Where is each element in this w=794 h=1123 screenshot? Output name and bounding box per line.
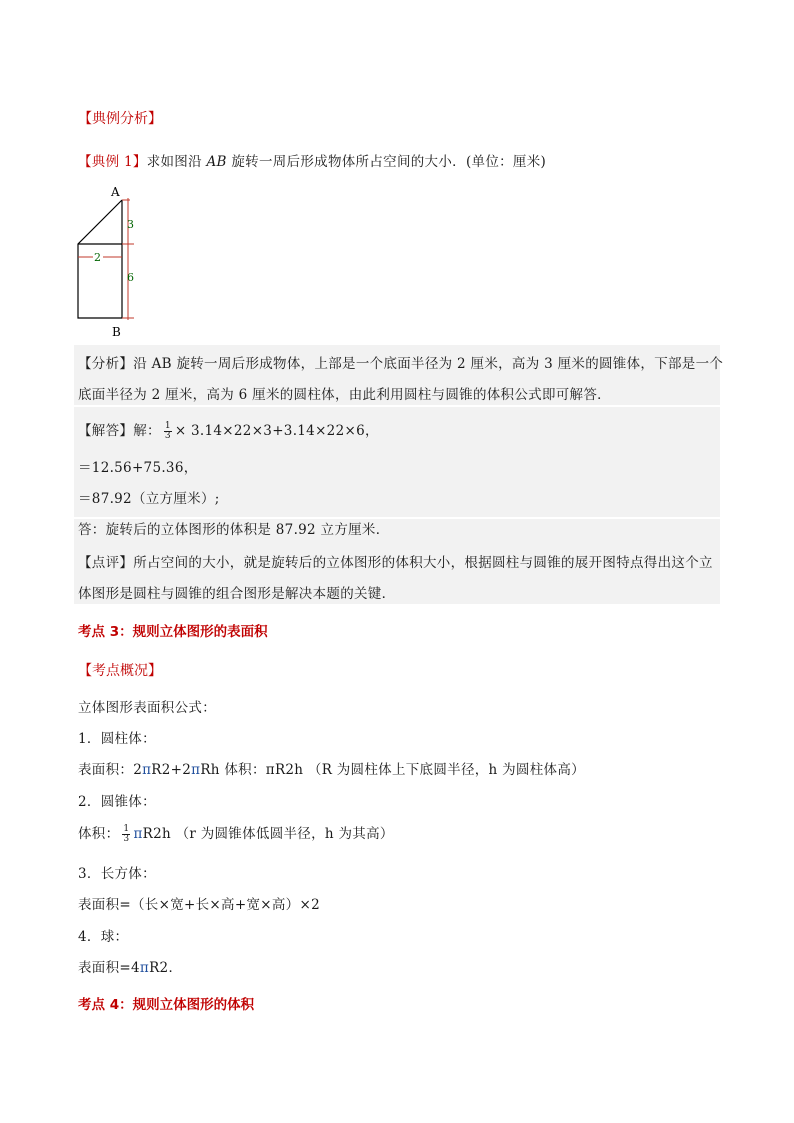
comment-label: 【点评】: [78, 555, 134, 571]
item1-part-c: Rh 体积：πR2h （R 为圆柱体上下底圆半径，h 为圆柱体高）: [200, 762, 585, 778]
answer-line1: [78, 419, 379, 441]
comment-text1: 所占空间的大小，就是旋转后的立体图形的体积大小，根据圆柱与圆锥的展开图特点得出这个立: [133, 555, 713, 571]
item1-part-a: 表面积：2: [78, 762, 143, 778]
kaodian4-title: 考点 4：规则立体图形的体积: [78, 997, 255, 1013]
item2-part-a: 体积：: [78, 826, 120, 842]
answer-label: 【解答】: [78, 423, 134, 439]
answer-step3: ＝87.92（立方厘米）;: [78, 491, 220, 507]
item2-title: 2．圆锥体：: [78, 794, 156, 810]
comment-line1: [78, 551, 713, 571]
example1-question-ab: AB: [206, 154, 227, 170]
pi-symbol: π: [133, 826, 143, 842]
item2-formula: [78, 822, 394, 844]
comment-line2: 体图形是圆柱与圆锥的组合图形是解决本题的关键．: [78, 586, 396, 602]
label-b: B: [112, 325, 121, 339]
pi-symbol: π: [142, 762, 152, 778]
item4-part-a: 表面积=4: [78, 960, 140, 976]
answer-step2: ＝12.56+75.36，: [78, 460, 198, 476]
dim-6: 6: [127, 271, 134, 284]
frac-den: 3: [164, 431, 171, 441]
dim-2: 2: [94, 251, 101, 264]
section-header-example: 【典例分析】: [78, 111, 162, 127]
answer-prefix: 解：: [133, 423, 161, 439]
kaodian3-title: 考点 3：规则立体图形的表面积: [78, 624, 268, 640]
geometry-figure: [70, 182, 170, 342]
analysis-label: 【分析】: [78, 356, 134, 372]
dim-3: 3: [127, 218, 134, 231]
label-a: A: [111, 185, 120, 199]
example1-question-b: 旋转一周后形成物体所占空间的大小．(单位：厘米): [231, 154, 547, 170]
analysis-text1: 沿 AB 旋转一周后形成物体，上部是一个底面半径为 2 厘米，高为 3 厘米的圆锥体，下部是一个: [133, 356, 724, 372]
item1-part-b: R2+2: [151, 762, 192, 778]
pi-symbol: π: [139, 960, 150, 976]
item2-fraction: [122, 825, 130, 844]
answer-expr: × 3.14×22×3+3.14×22×6，: [174, 423, 379, 439]
frac-den: 3: [123, 834, 130, 844]
final-answer: 答：旋转后的立体图形的体积是 87.92 立方厘米．: [78, 522, 390, 538]
item3-formula: 表面积=（长×宽+长×高+宽×高）×2: [78, 897, 320, 913]
item4-part-b: R2．: [149, 960, 183, 976]
item3-title: 3．长方体：: [78, 866, 156, 882]
item1-title: 1．圆柱体：: [78, 731, 156, 747]
kaodian3-overview-header: 【考点概况】: [78, 663, 162, 679]
pi-symbol: π: [191, 762, 201, 778]
item4-formula: [78, 956, 182, 976]
item2-part-b: R2h （r 为圆锥体低圆半径，h 为其高）: [142, 826, 394, 842]
kaodian3-intro: 立体图形表面积公式：: [78, 700, 216, 716]
example1-question-a: 求如图沿: [146, 154, 202, 170]
item4-title: 4．球：: [78, 929, 129, 945]
analysis-line2: 底面半径为 2 厘米，高为 6 厘米的圆柱体，由此利用圆柱与圆锥的体积公式即可解答．: [78, 387, 611, 403]
frac-num: 1: [164, 421, 171, 431]
frac-num: 1: [123, 824, 130, 834]
example1-label: 【典例 1】: [78, 154, 147, 170]
analysis-line1: [78, 352, 723, 372]
answer-fraction: [164, 422, 172, 441]
item1-formula: [78, 758, 585, 778]
example1-question: [78, 150, 546, 170]
